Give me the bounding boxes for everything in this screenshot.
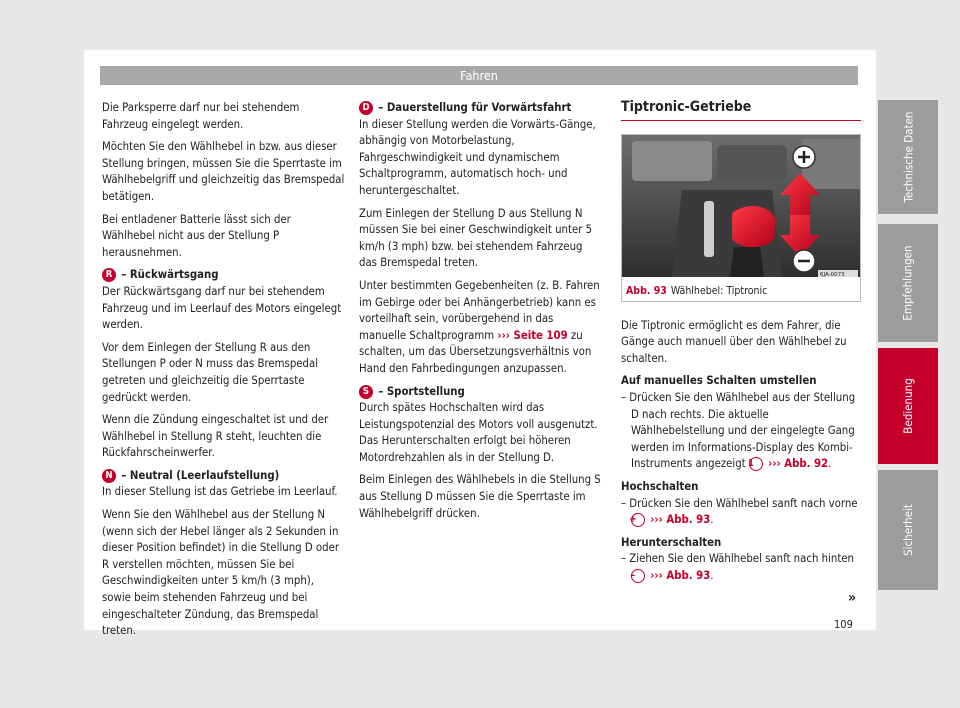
text: Unter bestimmten Gegebenheiten (z. B. Fahren im Gebirge oder bei Anhängerbetrieb) kann es vorteilhaft sein, vorübergehend in das manuelle Schaltprogramm: [359, 278, 600, 342]
tab-sicherheit[interactable]: Sicherheit: [878, 470, 938, 590]
figure-caption: [626, 283, 767, 300]
callout-badge: 1: [749, 457, 763, 471]
paragraph: Die Tiptronic ermöglicht es dem Fahrer, die Gänge auch manuell über den Wählhebel zu schalten.: [621, 318, 847, 365]
paragraph: Vor dem Einlegen der Stellung R aus den Stellungen P oder N muss das Bremspedal getreten und gleichzeitig die Sperrtaste gedrückt werden.: [102, 340, 319, 404]
mode-title: – Rückwärtsgang: [121, 268, 219, 282]
figure-reference-link[interactable]: ››› Abb. 93: [650, 568, 711, 582]
mode-heading-d: [359, 100, 603, 117]
figure-reference-link[interactable]: ››› Abb. 93: [650, 513, 711, 527]
paragraph: Die Parksperre darf nur bei stehendem Fahrzeug eingelegt werden.: [102, 101, 300, 131]
mode-title: – Neutral (Leerlaufstellung): [121, 468, 280, 482]
tab-bedienung[interactable]: Bedienung: [878, 348, 938, 464]
subheading: Auf manuelles Schalten umstellen: [621, 374, 817, 388]
paragraph: In dieser Stellung werden die Vorwärts-Gänge, abhängig von Motorbelastung, Fahrgeschwindigkeit und dynamischem Schaltprogramm, automatisch hoch- und heruntergeschaltet.: [359, 117, 596, 197]
continue-icon: »: [848, 590, 857, 606]
column-2: [359, 100, 603, 528]
section-title: Tiptronic-Getriebe: [621, 99, 861, 121]
text: zu schalten, um das Übersetzungsverhältnis von Hand den Fahrbedingungen anzupassen.: [359, 328, 592, 375]
instruction-item: – Drücken Sie den Wählhebel aus der Stellung D nach rechts. Die aktuelle Wählhebelstellung und der eingelegte Gang werden im Informations-Display des Kombi-Instruments angezeigt 1 ››› Abb. 92.: [621, 390, 856, 471]
mode-title: – Sportstellung: [378, 384, 465, 398]
text: Bei entladener Batterie lässt sich der Wählhebel nicht aus der Stellung P herausnehmen.: [102, 212, 291, 259]
paragraph: Der Rückwärtsgang darf nur bei stehendem Fahrzeug und im Leerlauf des Motors eingelegt werden.: [102, 284, 342, 332]
figure-label: Abb. 93: [626, 284, 667, 297]
tab-empfehlungen[interactable]: Empfehlungen: [878, 224, 938, 342]
page-reference-link[interactable]: ››› Seite 109: [497, 328, 568, 342]
mode-badge-d: D: [359, 101, 373, 115]
paragraph: [102, 212, 346, 262]
mode-badge-s: S: [359, 385, 373, 399]
text: – Drücken Sie den Wählhebel sanft nach vorne: [621, 496, 858, 510]
mode-heading-n: [102, 468, 346, 485]
instruction-item: – Ziehen Sie den Wählhebel sanft nach hinten – ››› Abb. 93.: [621, 552, 855, 582]
figure-code: 6JA-0073: [820, 271, 845, 277]
caption-text: Wählhebel: Tiptronic: [670, 284, 768, 297]
mode-title: – Dauerstellung für Vorwärtsfahrt: [378, 101, 572, 114]
paragraph: [359, 278, 603, 378]
paragraph: Wenn Sie den Wählhebel aus der Stellung N (wenn sich der Hebel länger als 2 Sekunden in dieser Position befindet) in die Stellung D oder R verstellen möchten, müssen Sie bei Geschwindigkeiten unter 5 km/h (3 mph), sowie beim stehenden Fahrzeug und bei eingeschalteter Zündung, das Bremspedal treten.: [102, 508, 339, 638]
text: – Drücken Sie den Wählhebel aus der Stellung D nach rechts. Die aktuelle Wählhebelstellung und der eingelegte Gang werden im Informations-Display des Kombi-Instruments angezeigt: [621, 390, 856, 471]
mode-badge-n: N: [102, 469, 116, 483]
subheading: Hochschalten: [621, 479, 699, 493]
figure-reference-link[interactable]: ››› Abb. 92: [768, 457, 829, 471]
page-header: Fahren: [100, 66, 858, 85]
mode-heading-s: [359, 384, 603, 401]
page-number: 109: [834, 618, 853, 631]
instruction-item: – Drücken Sie den Wählhebel sanft nach vorne + ››› Abb. 93.: [621, 496, 858, 527]
subheading: Herunterschalten: [621, 535, 722, 549]
mode-heading-r: [102, 267, 346, 284]
plus-badge: +: [631, 513, 645, 527]
paragraph: Zum Einlegen der Stellung D aus Stellung N müssen Sie bei einer Geschwindigkeit unter 5 km/h (3 mph) bzw. bei stehendem Fahrzeug das Bremspedal treten.: [359, 206, 593, 270]
mode-badge-r: R: [102, 268, 116, 282]
paragraph: Möchten Sie den Wählhebel in bzw. aus dieser Stellung bringen, müssen Sie die Sperrtaste im Wählhebelgriff und gleichzeitig das Bremspedal betätigen.: [102, 140, 345, 203]
paragraph: Beim Einlegen des Wählhebels in die Stellung S aus Stellung D müssen Sie die Sperrtaste im Wählhebelgriff drücken.: [359, 473, 601, 520]
paragraph: In dieser Stellung ist das Getriebe im Leerlauf.: [102, 485, 338, 499]
text: – Ziehen Sie den Wählhebel sanft nach hinten: [621, 552, 855, 566]
paragraph: Wenn die Zündung eingeschaltet ist und der Wählhebel in Stellung R steht, leuchten die Rückfahrscheinwerfer.: [102, 413, 329, 460]
minus-badge: –: [631, 569, 645, 583]
gear-selector-illustration: [622, 135, 860, 277]
figure-gear-selector: [621, 134, 861, 302]
column-1: [102, 100, 346, 646]
paragraph: Durch spätes Hochschalten wird das Leistungspotenzial des Motors voll ausgenutzt. Das Herunterschalten erfolgt bei höheren Motordrehzahlen als in der Stellung D.: [359, 401, 598, 464]
column-3: [621, 100, 861, 591]
tab-technische-daten[interactable]: Technische Daten: [878, 100, 938, 214]
red-lever-icon: [732, 206, 776, 247]
